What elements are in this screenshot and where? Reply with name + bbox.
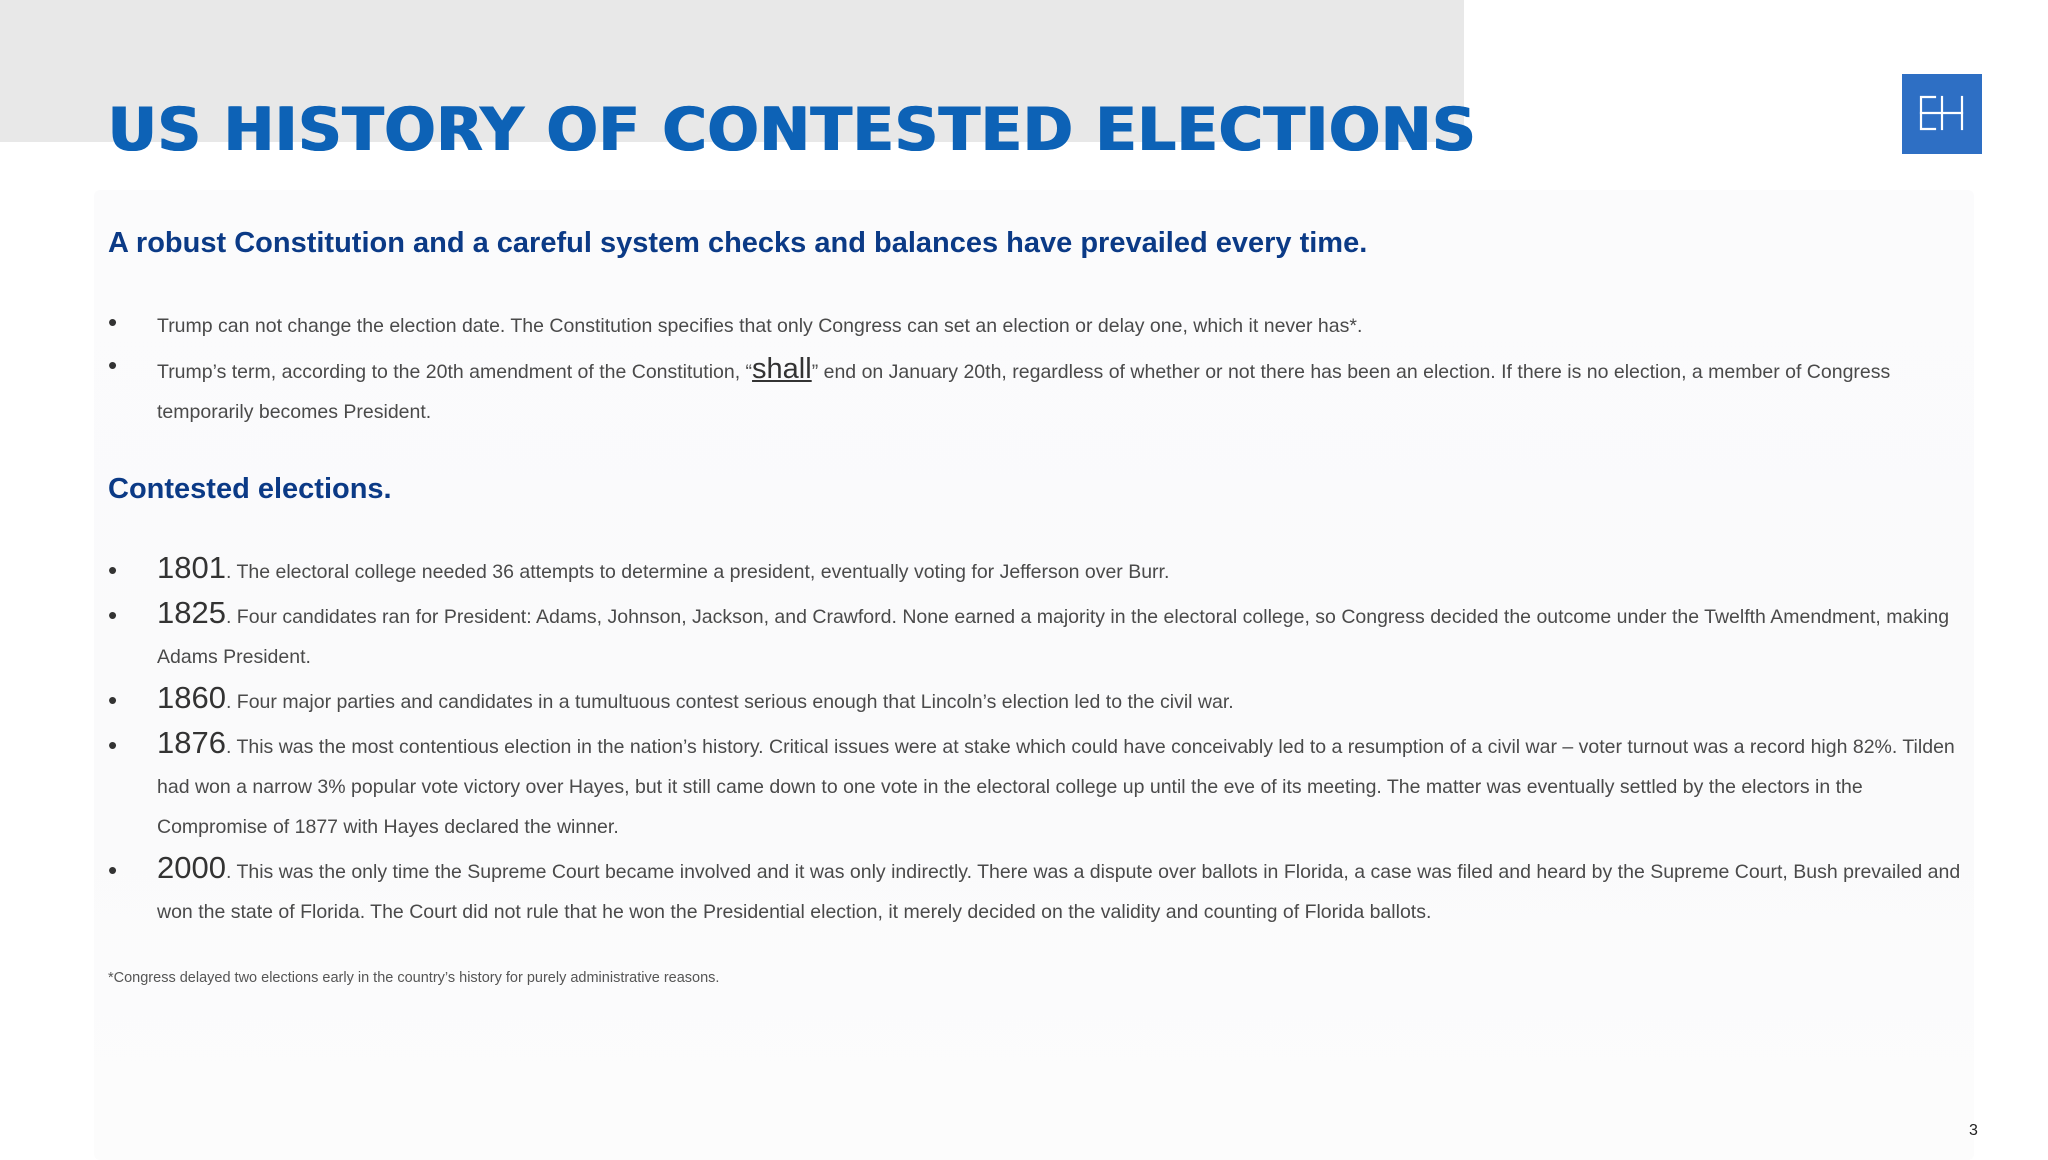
list-item (108, 548, 1968, 592)
slide-title: US HISTORY OF CONTESTED ELECTIONS (108, 95, 1477, 165)
election-year: 1860 (157, 680, 226, 715)
election-year: 1801 (157, 550, 226, 585)
election-year: 1825 (157, 595, 226, 630)
contested-elections-list (108, 548, 1968, 933)
page-number: 3 (1969, 1122, 1978, 1139)
election-description: . Four major parties and candidates in a tumultuous contest serious enough that Lincoln’s election led to the civil war. (225, 691, 1234, 713)
list-item (108, 593, 1968, 677)
bullet-icon: • (108, 350, 118, 380)
list-item (108, 349, 1968, 432)
election-description: . This was the only time the Supreme Court became involved and it was only indirectly. There was a dispute over ballots in Florida, a case was filed and heard by the Supreme Court, Bush prevailed and won the state of Florida. The Court did not rule that he won the Presidential election, it merely decided on the validity and counting of Florida ballots. (157, 861, 1961, 923)
bullet-icon: • (108, 600, 118, 630)
eh-monogram-icon (1902, 74, 1982, 154)
election-year: 2000 (157, 850, 226, 885)
list-item (108, 848, 1968, 932)
list-item (108, 678, 1968, 722)
eh-logo-icon (1902, 74, 1982, 154)
intro-bullet-list (108, 306, 1968, 435)
bullet-text-before: Trump’s term, according to the 20th amendment of the Constitution, “ (157, 361, 753, 383)
slide-subtitle: A robust Constitution and a careful system checks and balances have prevailed every time. (108, 227, 1368, 259)
bullet-icon: • (108, 730, 118, 760)
emphasis-word: shall (752, 353, 812, 385)
election-description: . The electoral college needed 36 attempts to determine a president, eventually voting for Jefferson over Burr. (225, 561, 1170, 583)
bullet-text: Trump can not change the election date. The Constitution specifies that only Congress can set an election or delay one, which it never has*. (157, 315, 1363, 337)
bullet-icon: • (108, 307, 118, 337)
election-description: . Four candidates ran for President: Adams, Johnson, Jackson, and Crawford. None earned a majority in the electoral college, so Congress decided the outcome under the Twelfth Amendment, making Adams President. (157, 606, 1950, 668)
bullet-icon: • (108, 855, 118, 885)
list-item (108, 306, 1968, 346)
bullet-icon: • (108, 555, 118, 585)
footnote: *Congress delayed two elections early in the country’s history for purely administrative reasons. (108, 970, 720, 986)
election-year: 1876 (157, 725, 226, 760)
bullet-icon: • (108, 685, 118, 715)
section-heading: Contested elections. (108, 473, 392, 505)
election-description: . This was the most contentious election in the nation’s history. Critical issues were at stake which could have conceivably led to a resumption of a civil war – voter turnout was a record high 82%. Tilden had won a narrow 3% popular vote victory over Hayes, but it still came down to one vote in the electoral college up until the eve of its meeting. The matter was eventually settled by the electors in the Compromise of 1877 with Hayes declared the winner. (157, 736, 1955, 838)
list-item (108, 723, 1968, 847)
bullet-text-after: ” end on January 20th, regardless of whether or not there has been an election. If there is no election, a member of Congress temporarily becomes President. (157, 361, 1891, 423)
